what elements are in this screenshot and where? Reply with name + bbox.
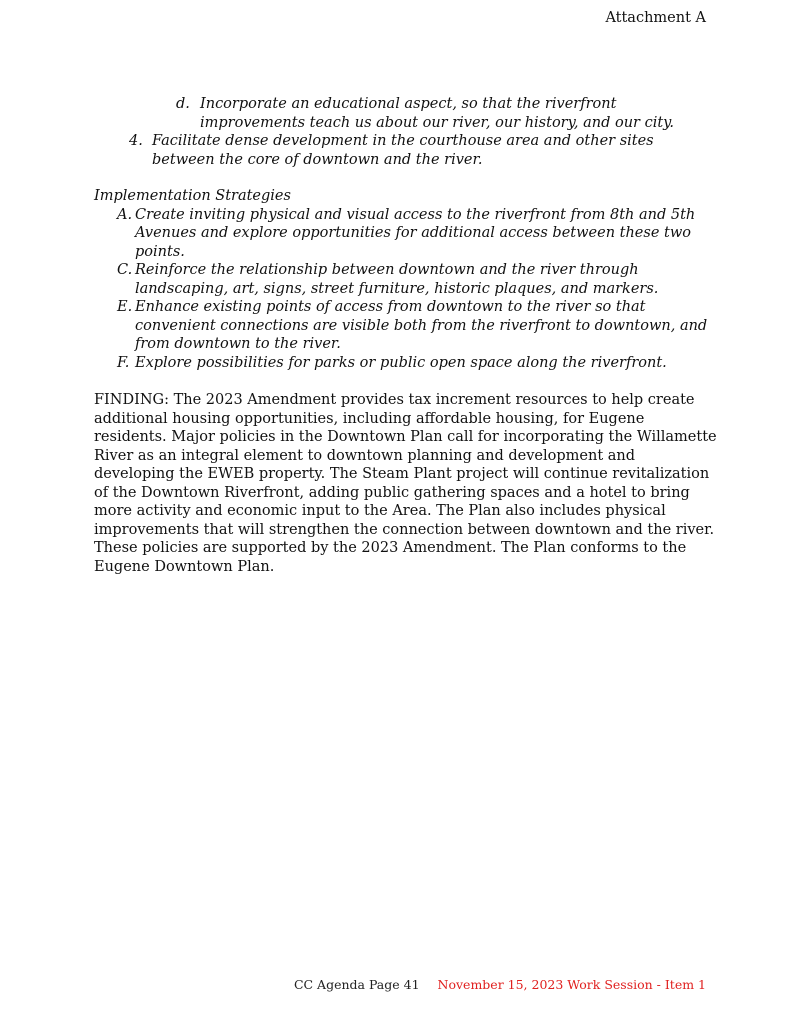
- strategy-text: Explore possibilities for parks or public open space along the riverfront.: [135, 354, 667, 371]
- finding-paragraph: FINDING: The 2023 Amendment provides tax increment resources to help create additional housing opportunities, including affordable housing, for Eugene residents. Major policies in the Downtown Plan call for incorporating the Willamette River as an integral element to downtown planning and development and developing the EWEB property. The Steam Plant project will continue revitalization of the Downtown Riverfront, adding public gathering spaces and a hotel to bring more activity and economic input to the Area. The Plan also includes physical improvements that will strengthen the connection between downtown and the river. These policies are supported by the 2023 Amendment. The Plan conforms to the Eugene Downtown Plan.: [94, 392, 717, 575]
- list-item-d: [176, 95, 719, 132]
- strategy-item-c: [117, 261, 719, 298]
- agenda-page-number: CC Agenda Page 41: [293, 977, 420, 992]
- strategy-marker: C.: [117, 262, 133, 278]
- strategy-marker: E.: [117, 299, 133, 315]
- strategy-item-a: [117, 206, 719, 262]
- document-body: [94, 95, 719, 576]
- strategy-text: Create inviting physical and visual access to the riverfront from 8th and 5th Avenues and explore opportunities for additional access between these two points.: [135, 206, 696, 260]
- work-session-label: November 15, 2023 Work Session - Item 1: [437, 977, 706, 992]
- strategy-text: Enhance existing points of access from downtown to the river so that convenient connections are visible both from the riverfront to downtown, and from downtown to the river.: [135, 299, 708, 352]
- strategies-heading: Implementation Strategies: [94, 188, 291, 204]
- list-marker: 4.: [129, 133, 143, 149]
- strategy-item-f: [117, 354, 719, 373]
- strategy-item-e: [117, 298, 719, 354]
- strategy-marker: A.: [117, 206, 133, 223]
- list-marker: d.: [176, 96, 190, 112]
- list-item-4: [129, 132, 719, 169]
- strategy-text: Reinforce the relationship between downtown and the river through landscaping, art, signs, street furniture, historic plaques, and markers.: [135, 262, 659, 297]
- list-item-text: Facilitate dense development in the courthouse area and other sites between the core of downtown and the river.: [152, 133, 654, 168]
- page-footer: [294, 977, 706, 992]
- strategy-marker: F.: [117, 354, 130, 371]
- list-item-text: Incorporate an educational aspect, so that the riverfront improvements teach us about our river, our history, and our city.: [200, 96, 675, 131]
- attachment-label: Attachment A: [605, 10, 706, 26]
